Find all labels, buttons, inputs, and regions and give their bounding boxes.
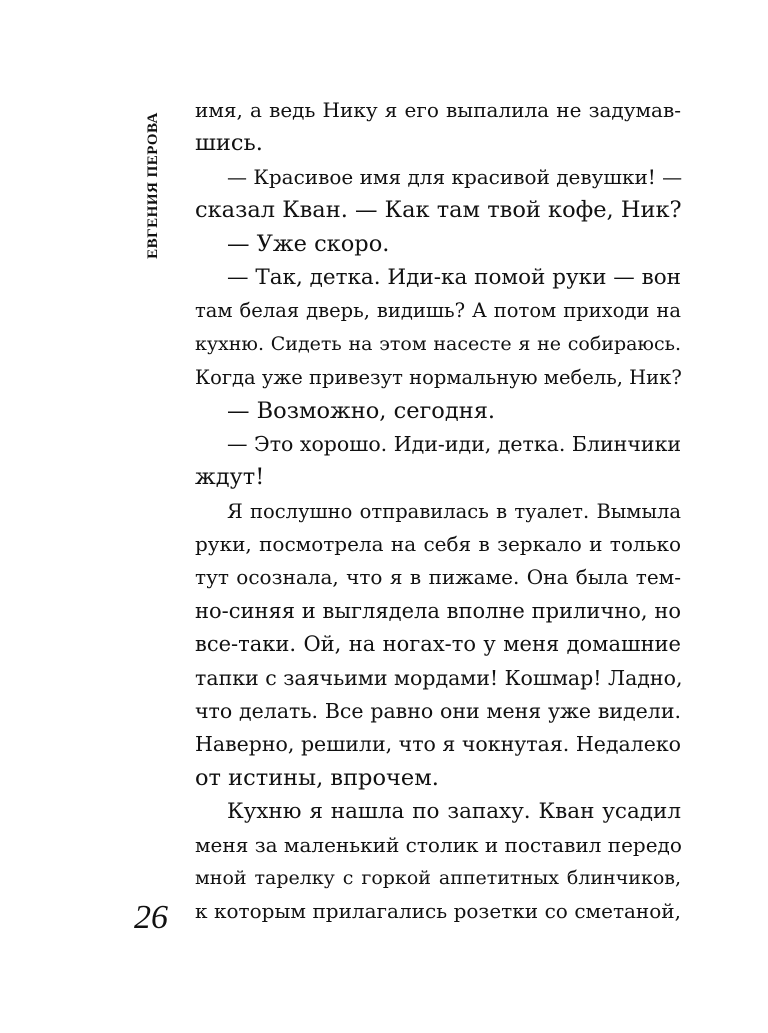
text-line: — Уже скоро. — [227, 230, 390, 257]
text-line: Я послушно отправилась в туалет. Вымыла — [227, 499, 681, 523]
text-line: кухню. Сидеть на этом насесте я не собираюсь. — [195, 332, 681, 355]
text-line: сказал Кван. — Как там твой кофе, Ник? — [195, 197, 682, 224]
text-line: шись. — [195, 130, 263, 157]
text-line: руки, посмотрела на себя в зеркало и только — [195, 532, 681, 557]
text-line: — Это хорошо. Иди-иди, детка. Блинчики — [227, 431, 682, 456]
text-line: там белая дверь, видишь? А потом приходи на — [195, 299, 681, 323]
text-line: имя, а ведь Нику я его выпалила не задумав- — [195, 98, 681, 122]
body-text — [195, 94, 681, 929]
text-line: — Красивое имя для красивой девушки! — — [227, 164, 683, 189]
text-line: тут осознала, что я в пижаме. Она была тем- — [195, 565, 681, 590]
running-head-text: ЕВГЕНИЯ ПЕРОВА — [144, 111, 161, 259]
page-number: 26 — [134, 899, 168, 936]
text-line: — Так, детка. Иди-ка помой руки — вон — [227, 264, 681, 290]
text-line: к которым прилагались розетки со сметаной, — [195, 899, 681, 924]
text-line: меня за маленький столик и поставил передо — [195, 832, 682, 857]
text-line: Кухню я нашла по запаху. Кван усадил — [227, 799, 681, 825]
text-line: от истины, впрочем. — [195, 764, 439, 791]
running-head — [138, 96, 168, 274]
text-line: тапки с заячьими мордами! Кошмар! Ладно, — [195, 665, 683, 690]
text-line: Наверно, решили, что я чокнутая. Недалеко — [195, 732, 681, 757]
text-line: но-синяя и выглядела вполне прилично, но — [195, 598, 681, 623]
text-line: все-таки. Ой, на ногах-то у меня домашние — [195, 632, 681, 657]
text-line: — Возможно, сегодня. — [227, 397, 496, 424]
text-line: мной тарелку с горкой аппетитных блинчиков, — [195, 866, 681, 889]
text-line: ждут! — [195, 464, 265, 491]
text-line: что делать. Все равно они меня уже видели. — [195, 699, 681, 724]
text-line: Когда уже привезут нормальную мебель, Ник? — [195, 366, 682, 390]
